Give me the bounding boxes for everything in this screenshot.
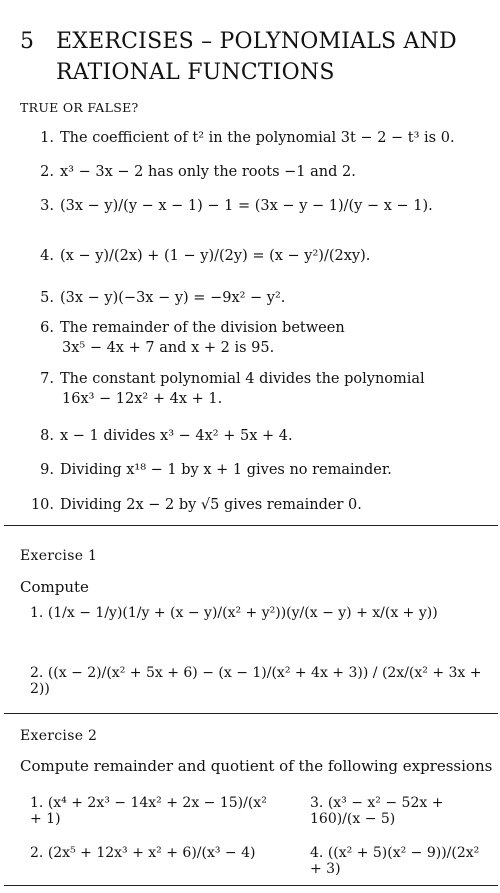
tf-item-4-text: (x − y)/(2x) + (1 − y)/(2y) = (x − y²)/(2xy). (60, 248, 371, 264)
tf-item-4: 4. (x − y)/(2x) + (1 − y)/(2y) = (x − y²)/(2xy). (40, 248, 371, 264)
tf-item-6-cont: 3x⁵ − 4x + 7 and x + 2 is 95. (62, 340, 275, 356)
divider-1 (4, 525, 498, 526)
tf-item-6: 6. The remainder of the division between 3x⁵ − 4x + 7 and x + 2 is 95. (20, 318, 490, 358)
tf-item-5-text: (3x − y)(−3x − y) = −9x² − y². (60, 290, 286, 306)
section-number: 5 (20, 29, 35, 54)
exercise2-item-2-expr: (2x⁵ + 12x³ + x² + 6)/(x³ − 4) (47, 845, 256, 861)
exercise2-item-4: 4. ((x² + 5)(x² − 9))/(2x² + 3) (310, 845, 480, 877)
exercise1-item-2-expr: ((x − 2)/(x² + 5x + 6) − (x − 1)/(x² + 4x + 3)) / (2x/(x² + 3x + 2)) (30, 665, 482, 697)
tf-item-7-text: The constant polynomial 4 divides the polynomial (60, 371, 425, 387)
divider-3 (4, 885, 498, 886)
exercise2-item-1-expr: (x⁴ + 2x³ − 14x² + 2x − 15)/(x² + 1) (30, 795, 267, 827)
exercise2-item-4-expr: ((x² + 5)(x² − 9))/(2x² + 3) (310, 845, 480, 877)
tf-item-3-text: (3x − y)/(y − x − 1) − 1 = (3x − y − 1)/(y − x − 1). (60, 198, 433, 214)
exercise1-item-1: 1. (1/x − 1/y)(1/y + (x − y)/(x² + y²))(y/(x − y) + x/(x + y)) (30, 605, 438, 621)
tf-item-9: 9. Dividing x¹⁸ − 1 by x + 1 gives no remainder. (40, 462, 392, 478)
section-title (20, 26, 498, 88)
tf-item-1-text: The coefficient of t² in the polynomial 3t − 2 − t³ is 0. (60, 130, 455, 146)
exercise2-item-3-expr: (x³ − x² − 52x + 160)/(x − 5) (310, 795, 444, 827)
tf-item-1: 1. The coefficient of t² in the polynomial 3t − 2 − t³ is 0. (40, 130, 455, 146)
section-title-line1: EXERCISES – POLYNOMIALS AND (56, 29, 457, 54)
section-title-line2: RATIONAL FUNCTIONS (56, 60, 335, 85)
tf-item-7-cont: 16x³ − 12x² + 4x + 1. (62, 391, 223, 407)
exercise2-heading: Exercise 2 (20, 728, 98, 744)
tf-item-6-text: The remainder of the division between (60, 320, 345, 336)
true-false-label: TRUE OR FALSE? (20, 100, 139, 115)
tf-item-8-text: x − 1 divides x³ − 4x² + 5x + 4. (60, 428, 293, 444)
exercise2-item-3: 3. (x³ − x² − 52x + 160)/(x − 5) (310, 795, 444, 827)
tf-item-5: 5. (3x − y)(−3x − y) = −9x² − y². (40, 290, 286, 306)
divider-2 (4, 713, 498, 714)
exercise2-desc: Compute remainder and quotient of the following expressions (20, 757, 493, 775)
exercise1-desc: Compute (20, 578, 89, 596)
exercise1-heading: Exercise 1 (20, 548, 98, 564)
tf-item-10-text: Dividing 2x − 2 by √5 gives remainder 0. (60, 497, 362, 513)
exercise1-item-1-expr: (1/x − 1/y)(1/y + (x − y)/(x² + y²))(y/(x − y) + x/(x + y)) (47, 605, 438, 621)
tf-item-2-text: x³ − 3x − 2 has only the roots −1 and 2. (60, 164, 356, 180)
exercise2-item-1: 1. (x⁴ + 2x³ − 14x² + 2x − 15)/(x² + 1) (30, 795, 267, 827)
tf-item-7: 7. The constant polynomial 4 divides the polynomial 16x³ − 12x² + 4x + 1. (20, 369, 490, 409)
exercise1-item-2: 2. ((x − 2)/(x² + 5x + 6) − (x − 1)/(x² + 4x + 3)) / (2x/(x² + 3x + 2)) (30, 665, 482, 697)
exercise2-item-2: 2. (2x⁵ + 12x³ + x² + 6)/(x³ − 4) (30, 845, 256, 861)
tf-item-10: 10. Dividing 2x − 2 by √5 gives remainder 0. (30, 497, 362, 513)
tf-item-3: 3. (3x − y)/(y − x − 1) − 1 = (3x − y − 1)/(y − x − 1). (40, 198, 433, 214)
tf-item-8: 8. x − 1 divides x³ − 4x² + 5x + 4. (40, 428, 293, 444)
tf-item-9-text: Dividing x¹⁸ − 1 by x + 1 gives no remainder. (60, 462, 392, 478)
tf-item-2: 2. x³ − 3x − 2 has only the roots −1 and 2. (40, 164, 356, 180)
